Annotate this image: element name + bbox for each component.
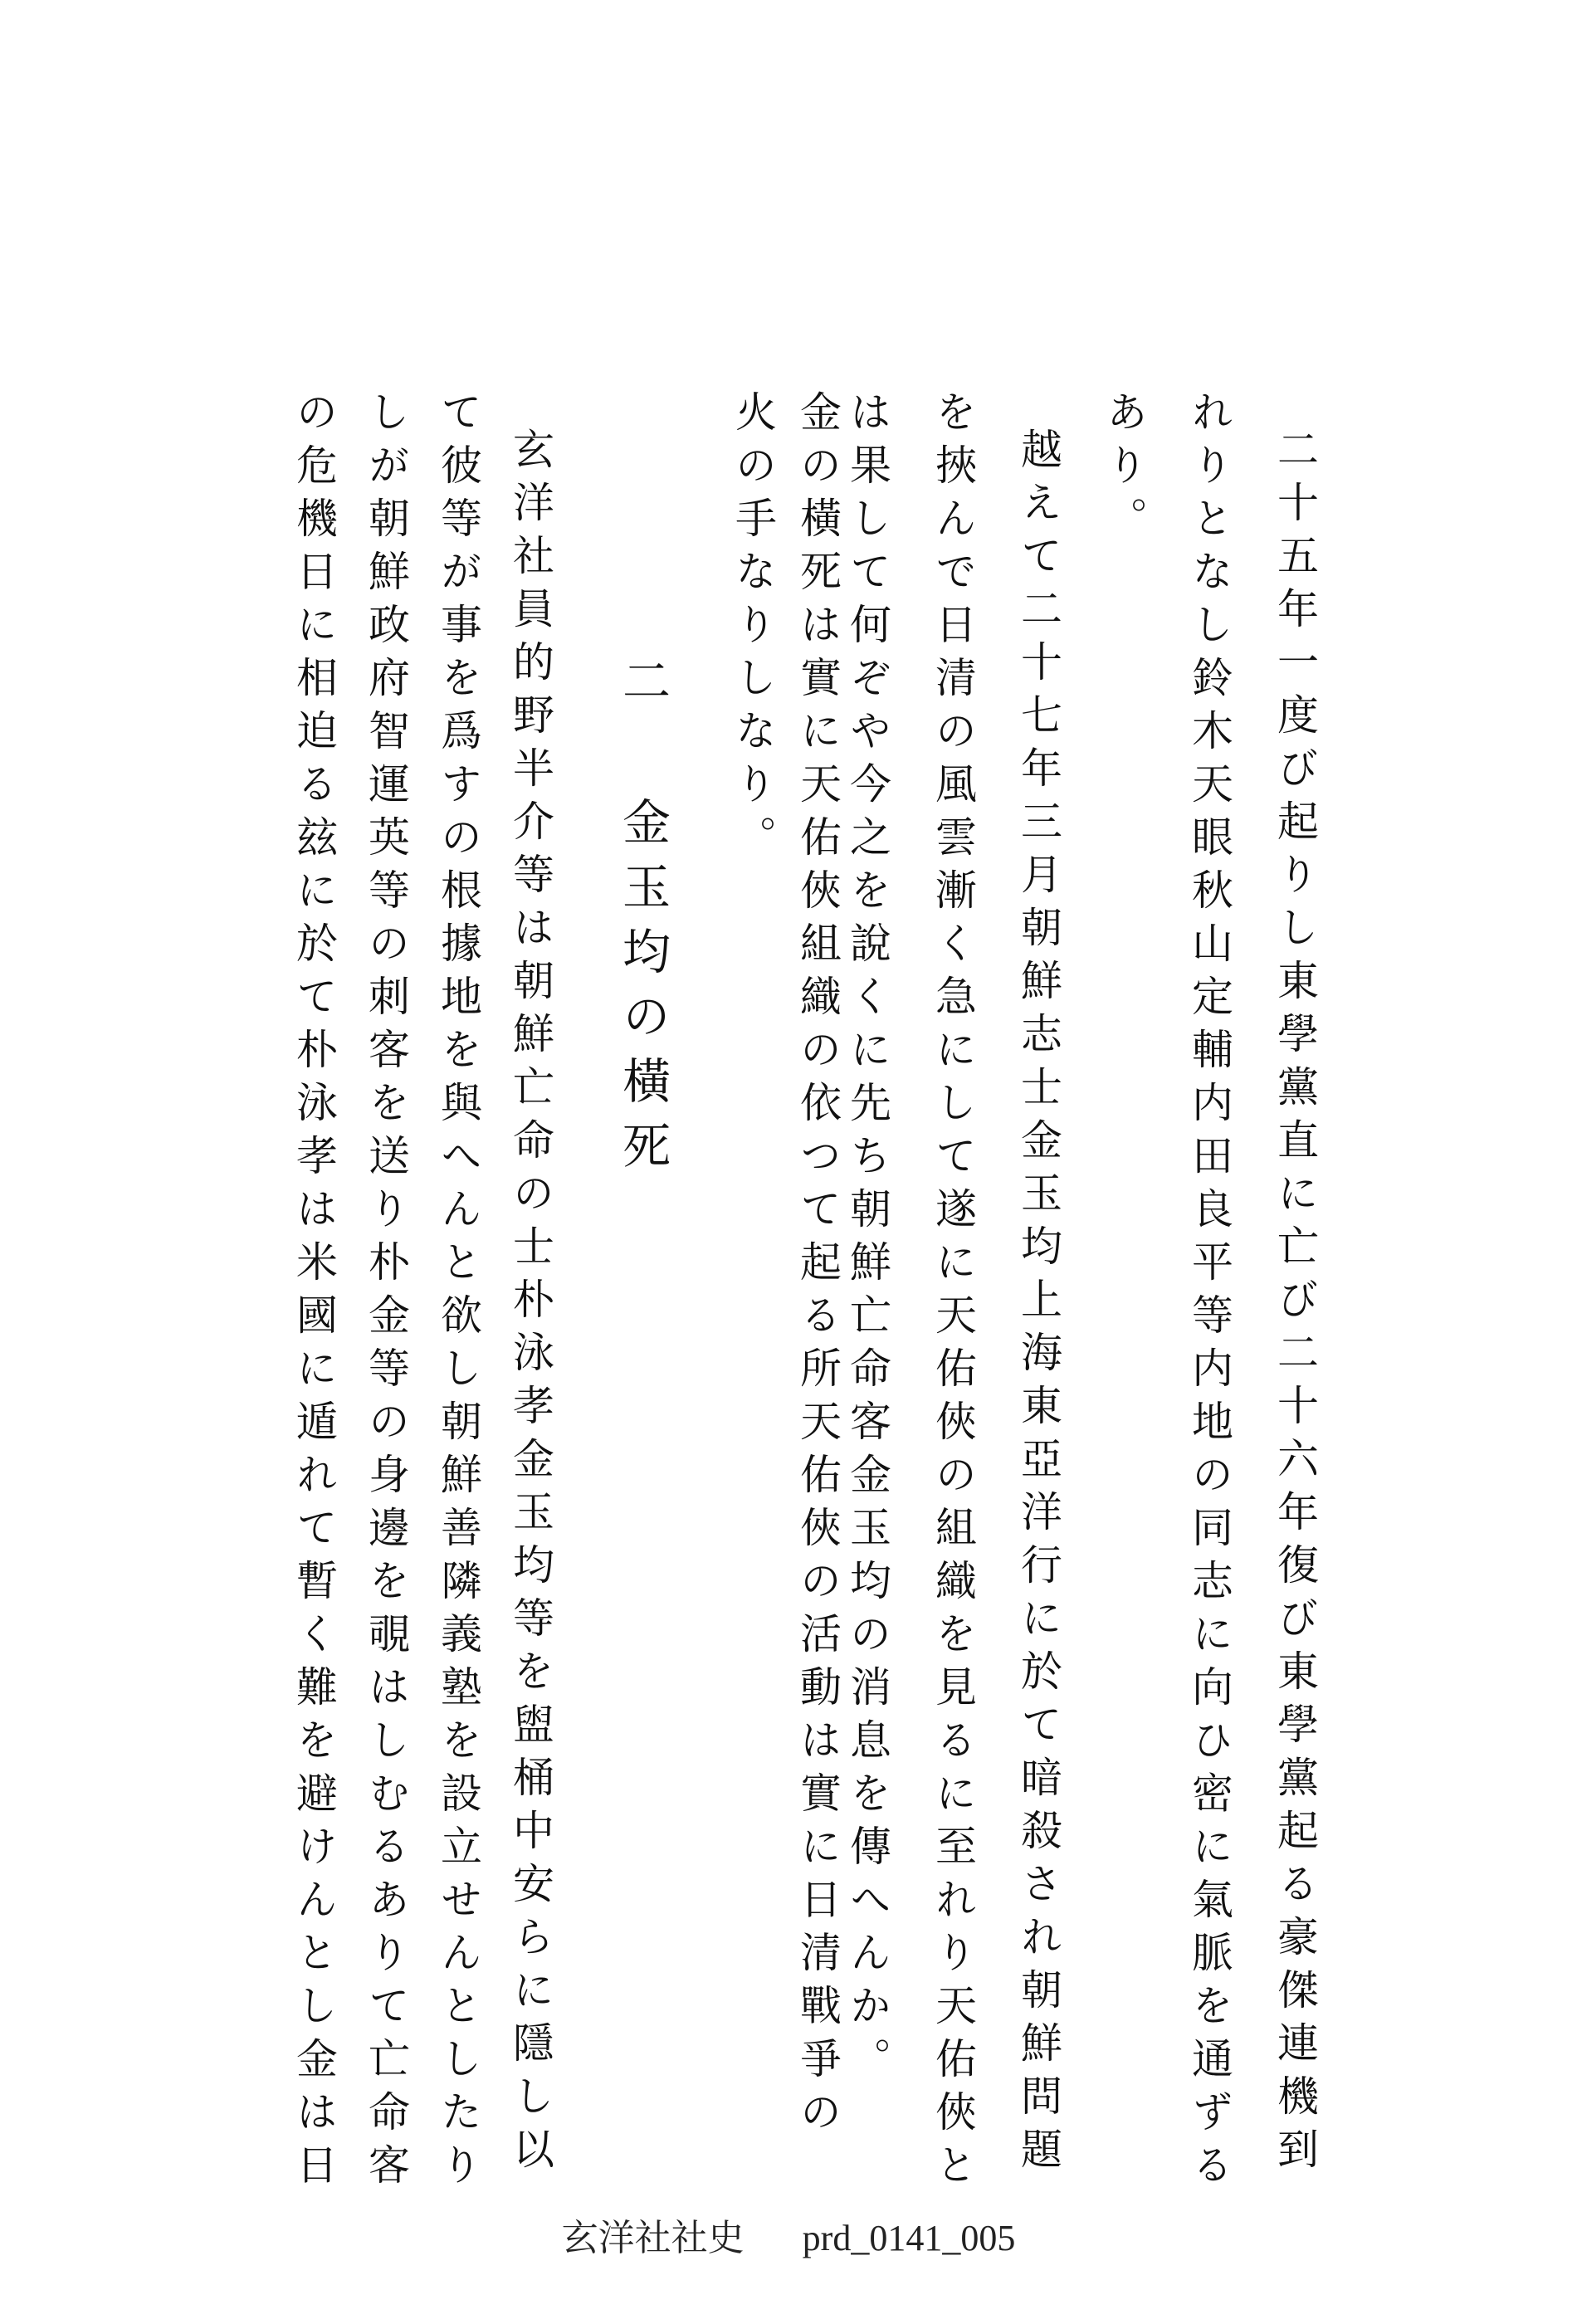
section-heading-title: 金玉均の橫死 bbox=[614, 797, 671, 1185]
paragraph-1-line-3: あり。 bbox=[1100, 390, 1148, 549]
paragraph-2-line-5: 火の手なりしなり。 bbox=[729, 390, 777, 868]
paragraph-2-line-1: 越えて二十七年三月朝鮮志士金玉均上海東亞洋行に於て暗殺され朝鮮問題 bbox=[1014, 427, 1062, 2180]
paragraph-2-line-2: を挾んで日清の風雲漸く急にして遂に天佑俠の組織を見るに至れり天佑俠と bbox=[929, 390, 977, 2196]
paragraph-3-line-2: て彼等が事を爲すの根據地を與へんと欲し朝鮮善隣義塾を設立せんとしたり bbox=[434, 390, 482, 2196]
footer-book-title: 玄洋社社史 bbox=[561, 2218, 745, 2258]
paragraph-1-line-2: れりとなし鈴木天眼秋山定輔内田良平等内地の同志に向ひ密に氣脈を通ずる bbox=[1185, 390, 1233, 2196]
paragraph-3-line-1: 玄洋社員的野半介等は朝鮮亡命の士朴泳孝金玉均等を盥桶中安らに隱し以 bbox=[506, 427, 554, 2180]
paragraph-2-line-4: 金の橫死は實に天佑俠組織の依つて起る所天佑俠の活動は實に日清戰爭の bbox=[793, 390, 842, 2143]
section-heading-number: 二 bbox=[614, 656, 671, 720]
paragraph-2-line-3: は果して何ぞや今之を說くに先ち朝鮮亡命客金玉均の消息を傳へんか。 bbox=[843, 390, 891, 2090]
page-footer bbox=[0, 2208, 1577, 2261]
paragraph-3-line-4: の危機日に相迫る玆に於て朴泳孝は米國に遁れて暫く難を避けんとし金は日 bbox=[290, 390, 338, 2196]
paragraph-1-line-1: 二十五年一度び起りし東學黨直に亡び二十六年復び東學黨起る豪傑連機到 bbox=[1271, 427, 1319, 2180]
paragraph-3-line-3: しが朝鮮政府智運英等の刺客を送り朴金等の身邊を覗はしむるありて亡命客 bbox=[362, 390, 410, 2196]
footer-page-id: prd_0141_005 bbox=[802, 2218, 1016, 2258]
